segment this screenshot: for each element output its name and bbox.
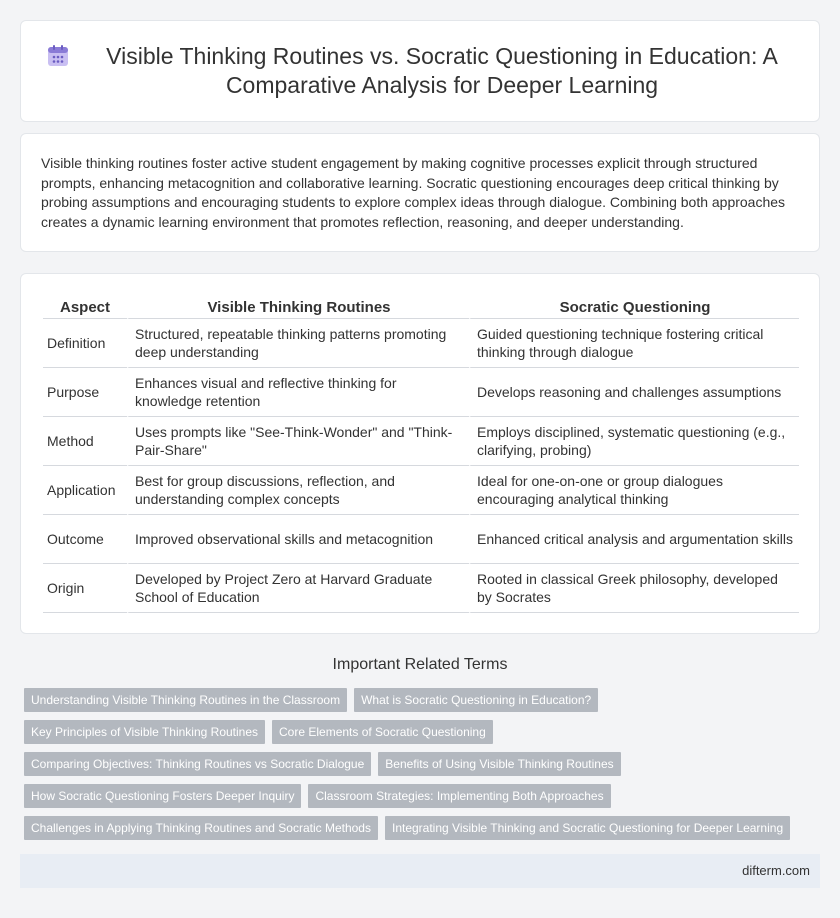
row-aspect: Application [43, 466, 127, 515]
header-socratic: Socratic Questioning [469, 296, 799, 319]
row-socratic: Rooted in classical Greek philosophy, developed by Socrates [469, 564, 799, 613]
page-title: Visible Thinking Routines vs. Socratic Questioning in Education: A Comparative Analysis for Deeper Learning [106, 43, 778, 98]
table-row [43, 319, 799, 368]
related-term-link[interactable]: Benefits of Using Visible Thinking Routines [378, 752, 620, 776]
row-socratic: Develops reasoning and challenges assumptions [469, 368, 799, 417]
tag-row [24, 816, 824, 840]
related-term-link[interactable]: Understanding Visible Thinking Routines in the Classroom [24, 688, 347, 712]
comparison-table [43, 296, 799, 613]
related-term-link[interactable]: Integrating Visible Thinking and Socratic Questioning for Deeper Learning [385, 816, 790, 840]
table-row [43, 466, 799, 515]
row-visible-thinking: Structured, repeatable thinking patterns promoting deep understanding [127, 319, 469, 368]
header-aspect: Aspect [43, 296, 127, 319]
table-row [43, 417, 799, 466]
intro-paragraph: Visible thinking routines foster active student engagement by making cognitive processes explicit through structured prompts, enhancing metacognition and collaborative learning. Socratic questioning encourages deep critical thinking by probing assumptions and encouraging students to explore complex ideas through dialogue. Combining both approaches creates a dynamic learning environment that promotes reflection, reasoning, and deeper understanding. [41, 155, 786, 230]
related-term-link[interactable]: Comparing Objectives: Thinking Routines vs Socratic Dialogue [24, 752, 371, 776]
row-socratic: Enhanced critical analysis and argumentation skills [469, 515, 799, 564]
tag-row [24, 784, 824, 808]
calendar-icon [45, 43, 71, 69]
row-visible-thinking: Best for group discussions, reflection, and understanding complex concepts [127, 466, 469, 515]
tag-row [24, 720, 824, 744]
title-card [20, 20, 820, 122]
row-visible-thinking: Enhances visual and reflective thinking for knowledge retention [127, 368, 469, 417]
row-visible-thinking: Improved observational skills and metacognition [127, 515, 469, 564]
row-socratic: Guided questioning technique fostering critical thinking through dialogue [469, 319, 799, 368]
row-visible-thinking: Uses prompts like "See-Think-Wonder" and "Think-Pair-Share" [127, 417, 469, 466]
row-aspect: Purpose [43, 368, 127, 417]
row-aspect: Origin [43, 564, 127, 613]
row-aspect: Outcome [43, 515, 127, 564]
row-aspect: Definition [43, 319, 127, 368]
related-terms-title: Important Related Terms [332, 656, 508, 673]
related-terms-list [24, 688, 824, 848]
intro-card [20, 133, 820, 252]
table-header-row [43, 296, 799, 319]
footer-site-link[interactable]: difterm.com [742, 863, 810, 878]
row-socratic: Employs disciplined, systematic questioning (e.g., clarifying, probing) [469, 417, 799, 466]
tag-row [24, 688, 824, 712]
row-socratic: Ideal for one-on-one or group dialogues encouraging analytical thinking [469, 466, 799, 515]
related-term-link[interactable]: Core Elements of Socratic Questioning [272, 720, 493, 744]
row-aspect: Method [43, 417, 127, 466]
related-term-link[interactable]: How Socratic Questioning Fosters Deeper Inquiry [24, 784, 301, 808]
table-row [43, 368, 799, 417]
row-visible-thinking: Developed by Project Zero at Harvard Graduate School of Education [127, 564, 469, 613]
table-row [43, 515, 799, 564]
related-term-link[interactable]: Challenges in Applying Thinking Routines and Socratic Methods [24, 816, 378, 840]
related-term-link[interactable]: What is Socratic Questioning in Education? [354, 688, 598, 712]
tag-row [24, 752, 824, 776]
related-term-link[interactable]: Classroom Strategies: Implementing Both Approaches [308, 784, 610, 808]
related-term-link[interactable]: Key Principles of Visible Thinking Routines [24, 720, 265, 744]
footer [20, 854, 820, 888]
comparison-table-card [20, 273, 820, 634]
table-row [43, 564, 799, 613]
title-wrap [21, 21, 819, 121]
header-visible-thinking: Visible Thinking Routines [127, 296, 469, 319]
